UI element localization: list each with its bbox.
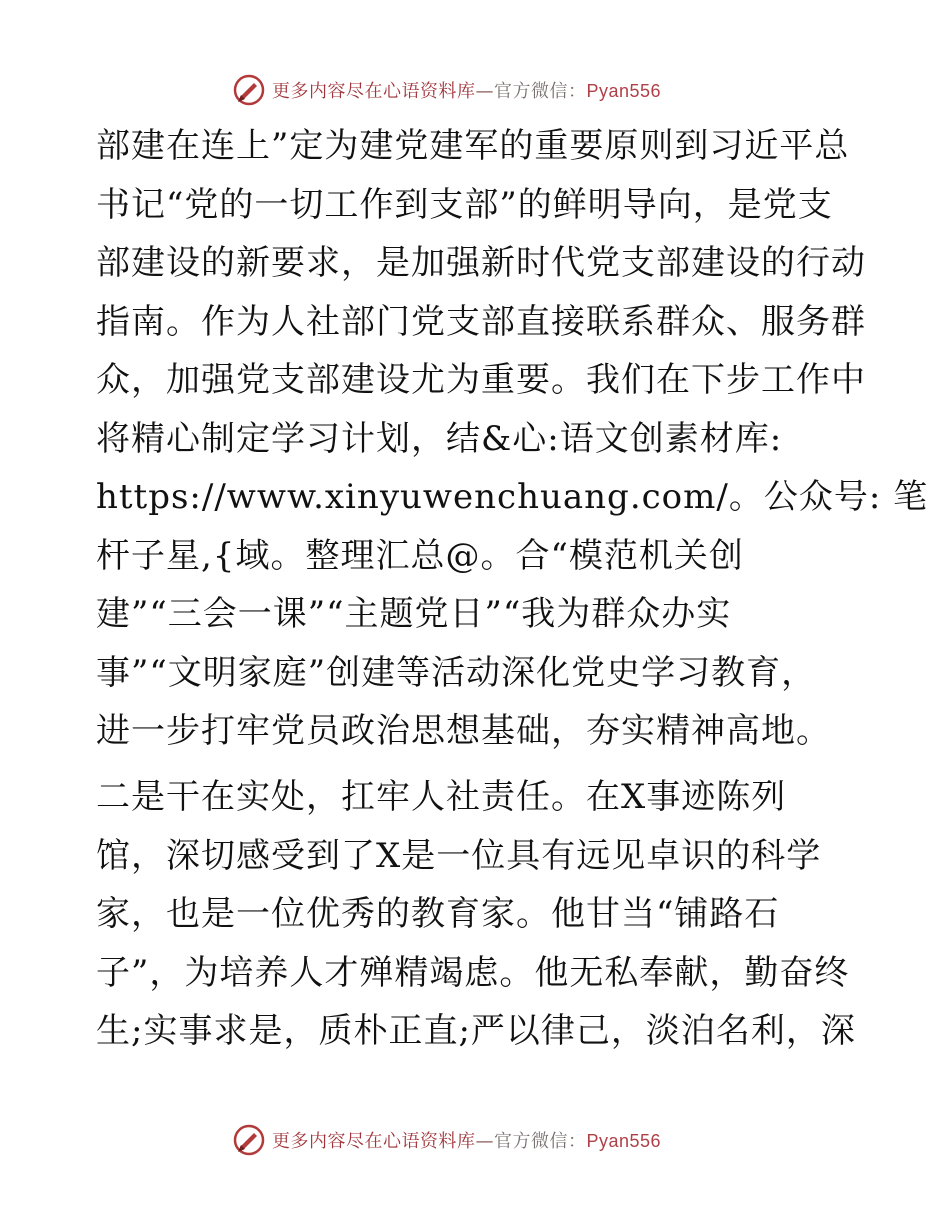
text-line: 指南。作为人社部门党支部直接联系群众、服务群: [96, 301, 866, 342]
header-banner: [232, 73, 732, 107]
text-line: 将精心制定学习计划，结&心:语文创素材库:: [96, 418, 783, 459]
text-line: 二是干在实处，扛牢人社责任。在X事迹陈列: [96, 777, 787, 817]
text-line: 众，加强党支部建设尤为重要。我们在下步工作中: [96, 360, 866, 400]
banner-brand: 更多内容尽在心语资料库: [272, 1131, 476, 1152]
pen-logo-icon: [232, 1123, 266, 1157]
banner-wechat-label: 官方微信：: [494, 1131, 587, 1152]
banner-wechat-label: 官方微信：: [494, 81, 587, 102]
text-line: 部建设的新要求，是加强新时代党支部建设的行动: [96, 243, 866, 283]
text-line: 进一步打牢党员政治思想基础，夯实精神高地。: [96, 711, 831, 751]
banner-wechat-id: Pyan556: [586, 81, 662, 101]
text-line: 馆，深切感受到了X是一位具有远见卓识的科学: [96, 835, 822, 876]
text-line: 生;实事求是，质朴正直;严以律己，淡泊名利，深: [96, 1011, 856, 1051]
banner-text: [272, 1127, 661, 1153]
banner-dash: —: [475, 81, 494, 102]
banner-dash: —: [475, 1131, 494, 1152]
banner-text: [272, 77, 661, 103]
pen-logo-icon: [232, 73, 266, 107]
text-line: 子”，为培养人才殚精竭虑。他无私奉献，勤奋终: [96, 952, 850, 993]
banner-wechat-id: Pyan556: [586, 1131, 662, 1151]
text-line: 建”“三会一课”“主题党日”“我为群众办实: [96, 594, 732, 634]
text-line: 书记“党的一切工作到支部”的鲜明导向，是党支: [96, 184, 833, 225]
text-line: 部建在连上”定为建党建军的重要原则到习近平总: [96, 126, 850, 166]
text-line: 家，也是一位优秀的教育家。他甘当“铺路石: [96, 894, 780, 934]
paragraph-2: [96, 768, 856, 1061]
text-line: 杆子星,{域。整理汇总@。合“模范机关创: [96, 535, 744, 576]
banner-brand: 更多内容尽在心语资料库: [272, 81, 476, 102]
text-line: https://www.xinyuwenchuang.com/。公众号: 笔: [96, 477, 929, 517]
text-line: 事”“文明家庭”创建等活动深化党史学习教育，: [96, 652, 817, 693]
footer-banner: [232, 1123, 732, 1157]
paragraph-1: [96, 117, 929, 761]
